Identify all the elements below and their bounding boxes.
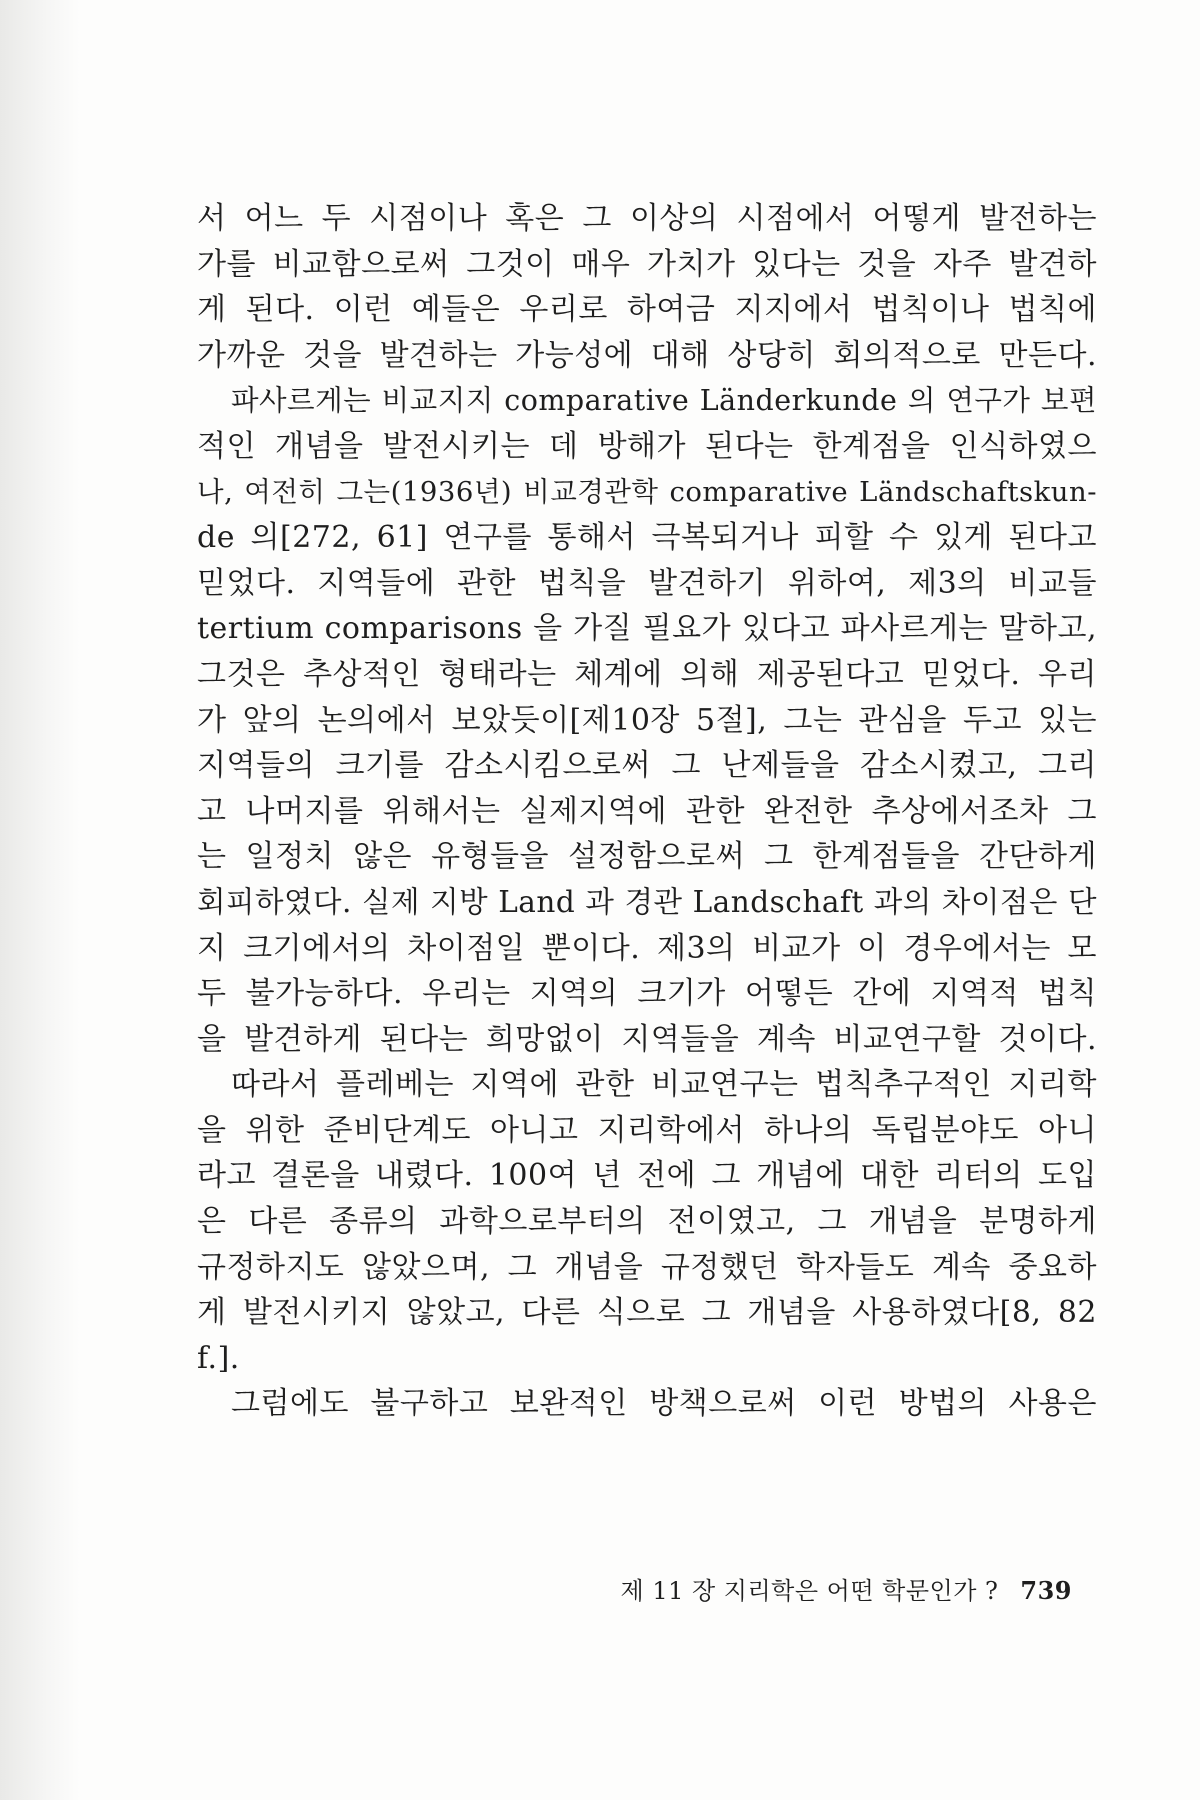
text-line: 그것은 추상적인 형태라는 체계에 의해 제공된다고 믿었다. 우리 [197,656,1097,692]
page-footer [621,1576,1073,1606]
text-line: 가 앞의 논의에서 보았듯이[제10장 5절], 그는 관심을 두고 있는 [197,702,1097,738]
text-line: 게 된다. 이런 예들은 우리로 하여금 지지에서 법칙이나 법칙에 [197,292,1097,328]
text-line: 따라서 플레베는 지역에 관한 비교연구는 법칙추구적인 지리학 [231,1067,1097,1103]
text-line: 파사르게는 비교지지 comparative Länderkunde 의 연구가 보편 [231,384,1097,418]
text-line: 게 발전시키지 않았고, 다른 식으로 그 개념을 사용하였다[8, 82 [197,1295,1097,1331]
page-gutter-shadow [0,0,80,1800]
text-line: 라고 결론을 내렸다. 100여 년 전에 그 개념에 대한 리터의 도입 [197,1158,1097,1194]
text-line: 가를 비교함으로써 그것이 매우 가치가 있다는 것을 자주 발견하 [197,246,1097,282]
text-line: 서 어느 두 시점이나 혹은 그 이상의 시점에서 어떻게 발전하는 [197,201,1097,236]
body-text [197,196,1097,1427]
paragraph-4 [197,1381,1097,1427]
text-line: tertium comparisons 을 가질 필요가 있다고 파사르게는 말하고, [197,611,1097,647]
text-line: 두 불가능하다. 우리는 지역의 크기가 어떻든 간에 지역적 법칙 [197,976,1097,1012]
text-line: 고 나머지를 위해서는 실제지역에 관한 완전한 추상에서조차 그 [197,793,1097,829]
text-line: 나, 여전히 그는(1936년) 비교경관학 comparative Ländschaftskun- [197,475,1097,508]
text-line: 그럼에도 불구하고 보완적인 방책으로써 이런 방법의 사용은 [231,1386,1097,1422]
paragraph-1 [197,196,1097,378]
page-number: 739 [1020,1576,1072,1605]
text-line: 가까운 것을 발견하는 가능성에 대해 상당히 회의적으로 만든다. [197,337,1097,373]
text-line: 을 발견하게 된다는 희망없이 지역들을 계속 비교연구할 것이다. [197,1021,1097,1057]
text-line: f.]. [197,1340,240,1376]
paragraph-3 [197,1062,1097,1381]
text-line: de 의[272, 61] 연구를 통해서 극복되거나 피할 수 있게 된다고 [197,520,1097,556]
text-line: 지 크기에서의 차이점일 뿐이다. 제3의 비교가 이 경우에서는 모 [197,930,1097,966]
running-head: 제 11 장 지리학은 어떤 학문인가 ? [620,1577,999,1605]
text-line: 지역들의 크기를 감소시킴으로써 그 난제들을 감소시켰고, 그리 [197,748,1097,784]
text-line: 는 일정치 않은 유형들을 설정함으로써 그 한계점들을 간단하게 [197,839,1097,875]
text-line: 은 다른 종류의 과학으로부터의 전이였고, 그 개념을 분명하게 [197,1204,1097,1240]
text-line: 회피하였다. 실제 지방 Land 과 경관 Landschaft 과의 차이점은 단 [197,884,1097,919]
paragraph-2 [197,378,1097,1062]
text-line: 을 위한 준비단계도 아니고 지리학에서 하나의 독립분야도 아니 [197,1112,1097,1148]
text-line: 적인 개념을 발전시키는 데 방해가 된다는 한계점을 인식하였으 [197,428,1097,464]
text-line: 규정하지도 않았으며, 그 개념을 규정했던 학자들도 계속 중요하 [197,1249,1097,1285]
text-line: 믿었다. 지역들에 관한 법칙을 발견하기 위하여, 제3의 비교들 [197,565,1097,601]
